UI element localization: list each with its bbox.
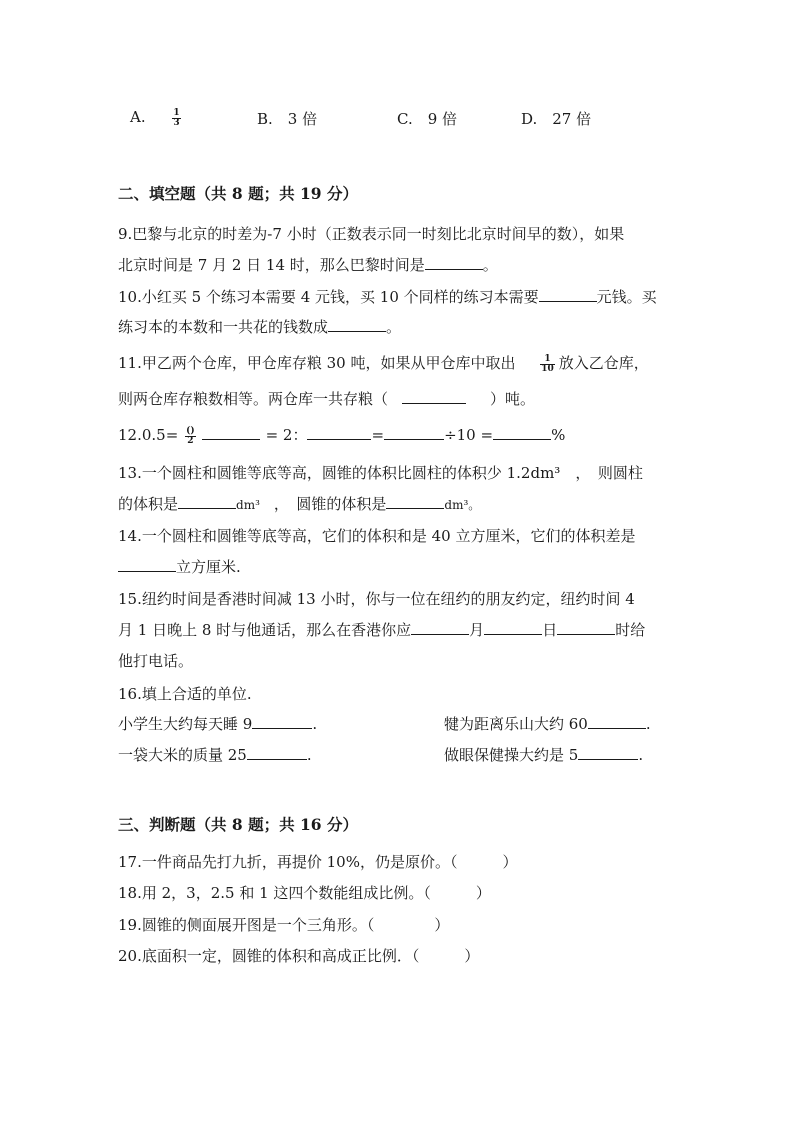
q13-line2 (118, 493, 480, 514)
q16-item2-blank[interactable] (588, 714, 646, 729)
q16-item4-text: 做眼保健操大约是 5 (444, 746, 579, 764)
q16-item3-dot: . (306, 746, 312, 764)
q16-item4-dot: . (638, 746, 644, 764)
q15-text: 月 1 日晚上 8 时与他通话，那么在香港你应 (118, 621, 412, 639)
q12-eq2: = (371, 426, 385, 444)
q16-item1-text: 小学生大约每天睡 9 (118, 715, 253, 733)
q15-answer-blank-day[interactable] (484, 620, 542, 635)
q12-answer-blank-2[interactable] (307, 425, 371, 440)
fraction-denominator: 2 (185, 436, 196, 446)
q12-text: 12.0.5= (118, 426, 179, 444)
q9-text: 北京时间是 7 月 2 日 14 时，那么巴黎时间是 (118, 256, 425, 274)
q12-percent: % (551, 426, 566, 444)
q11-end: ）吨。 (490, 390, 536, 408)
q11-fraction (540, 355, 555, 374)
q15-line3: 他打电话。 (118, 652, 194, 670)
q15-month: 月 (469, 621, 485, 639)
q9-end: 。 (482, 256, 498, 274)
q12-answer-blank-1[interactable] (202, 425, 260, 440)
q13-unit-2: dm³。 (444, 498, 481, 512)
q13-text: 的体积是 (118, 495, 179, 513)
fraction-numerator: () (186, 425, 195, 436)
q20: 20.底面积一定，圆锥的体积和高成正比例．（ ） (118, 947, 480, 965)
q16-item2 (444, 713, 651, 734)
q10-answer-blank-1[interactable] (539, 287, 597, 302)
option-a-label: A. (130, 108, 146, 126)
q16-item2-dot: . (645, 715, 651, 733)
option-a-fraction (172, 109, 180, 128)
q16-title: 16.填上合适的单位. (118, 685, 252, 703)
section-heading-fill-in: 二、填空题（共 8 题；共 19 分） (118, 184, 358, 203)
q13-text-2: ， 圆锥的体积是 (273, 495, 387, 513)
q16-item4-blank[interactable] (578, 745, 638, 760)
fraction-numerator: 1 (544, 353, 551, 364)
section-heading-true-false: 三、判断题（共 8 题；共 16 分） (118, 815, 358, 834)
q17: 17.一件商品先打九折，再提价 10%，仍是原价。（ ） (118, 853, 518, 871)
q12-line (118, 424, 565, 446)
q12-eq1: = 2： (265, 426, 308, 444)
q9-answer-blank[interactable] (425, 255, 483, 270)
q18: 18.用 2，3，2.5 和 1 这四个数能组成比例。（ ） (118, 884, 491, 902)
q14-answer-blank[interactable] (118, 557, 176, 572)
q16-item1 (118, 713, 317, 734)
q14-line1: 14.一个圆柱和圆锥等底等高，它们的体积和是 40 立方厘米，它们的体积差是 (118, 527, 636, 545)
option-a (130, 108, 181, 128)
q16-item3 (118, 744, 312, 765)
q15-line1: 15.纽约时间是香港时间减 13 小时，你与一位在纽约的朋友约定，纽约时间 4 (118, 590, 635, 608)
fraction-denominator: 10 (541, 363, 554, 374)
q15-hour: 时给 (615, 621, 646, 639)
q10-end: 。 (386, 318, 402, 336)
q10-text-3: 练习本的本数和一共花的钱数成 (118, 318, 329, 336)
fraction-denominator: 3 (173, 117, 180, 128)
q11-answer-blank[interactable] (402, 389, 466, 404)
q13-unit: dm³ (236, 498, 260, 512)
q11-line2 (118, 388, 535, 409)
q15-line2 (118, 619, 645, 640)
q10-answer-blank-2[interactable] (328, 317, 386, 332)
q9-line1: 9.巴黎与北京的时差为-7 小时（正数表示同一时刻比北京时间早的数），如果 (118, 225, 625, 243)
q16-item3-text: 一袋大米的质量 25 (118, 746, 247, 764)
q15-answer-blank-month[interactable] (411, 620, 469, 635)
q12-answer-blank-3[interactable] (384, 425, 444, 440)
q10-text-2: 元钱。买 (596, 288, 657, 306)
q16-item2-text: 犍为距离乐山大约 60 (444, 715, 588, 733)
q11-text: 11.甲乙两个仓库，甲仓库存粮 30 吨，如果从甲仓库中取出 (118, 354, 516, 372)
q12-eq3: ÷10 = (444, 426, 494, 444)
q11-text-2: 放入乙仓库， (558, 354, 649, 372)
q10-line1 (118, 286, 657, 307)
q16-item1-dot: . (312, 715, 318, 733)
q16-item1-blank[interactable] (252, 714, 312, 729)
q13-answer-blank-2[interactable] (386, 494, 444, 509)
q11-line1 (118, 352, 649, 374)
option-d: D. 27 倍 (521, 110, 592, 128)
q14-text: 立方厘米. (176, 558, 241, 576)
q12-answer-blank-4[interactable] (493, 425, 551, 440)
q15-day: 日 (542, 621, 558, 639)
q13-answer-blank-1[interactable] (178, 494, 236, 509)
q10-line2 (118, 316, 401, 337)
q19: 19.圆锥的侧面展开图是一个三角形。（ ） (118, 916, 450, 934)
option-c: C. 9 倍 (397, 110, 458, 128)
q9-line2 (118, 254, 498, 275)
q16-item4 (444, 744, 643, 765)
option-b: B. 3 倍 (257, 110, 318, 128)
q10-text: 10.小红买 5 个练习本需要 4 元钱，买 10 个同样的练习本需要 (118, 288, 539, 306)
fraction-numerator: 1 (173, 107, 180, 118)
q15-answer-blank-hour[interactable] (557, 620, 615, 635)
q16-item3-blank[interactable] (247, 745, 307, 760)
q14-line2 (118, 556, 241, 577)
q11-text-3: 则两仓库存粮数相等。两仓库一共存粮（ (118, 390, 389, 408)
q12-fraction (185, 427, 196, 446)
q13-line1: 13.一个圆柱和圆锥等底等高，圆锥的体积比圆柱的体积少 1.2dm³ ， 则圆柱 (118, 464, 643, 482)
